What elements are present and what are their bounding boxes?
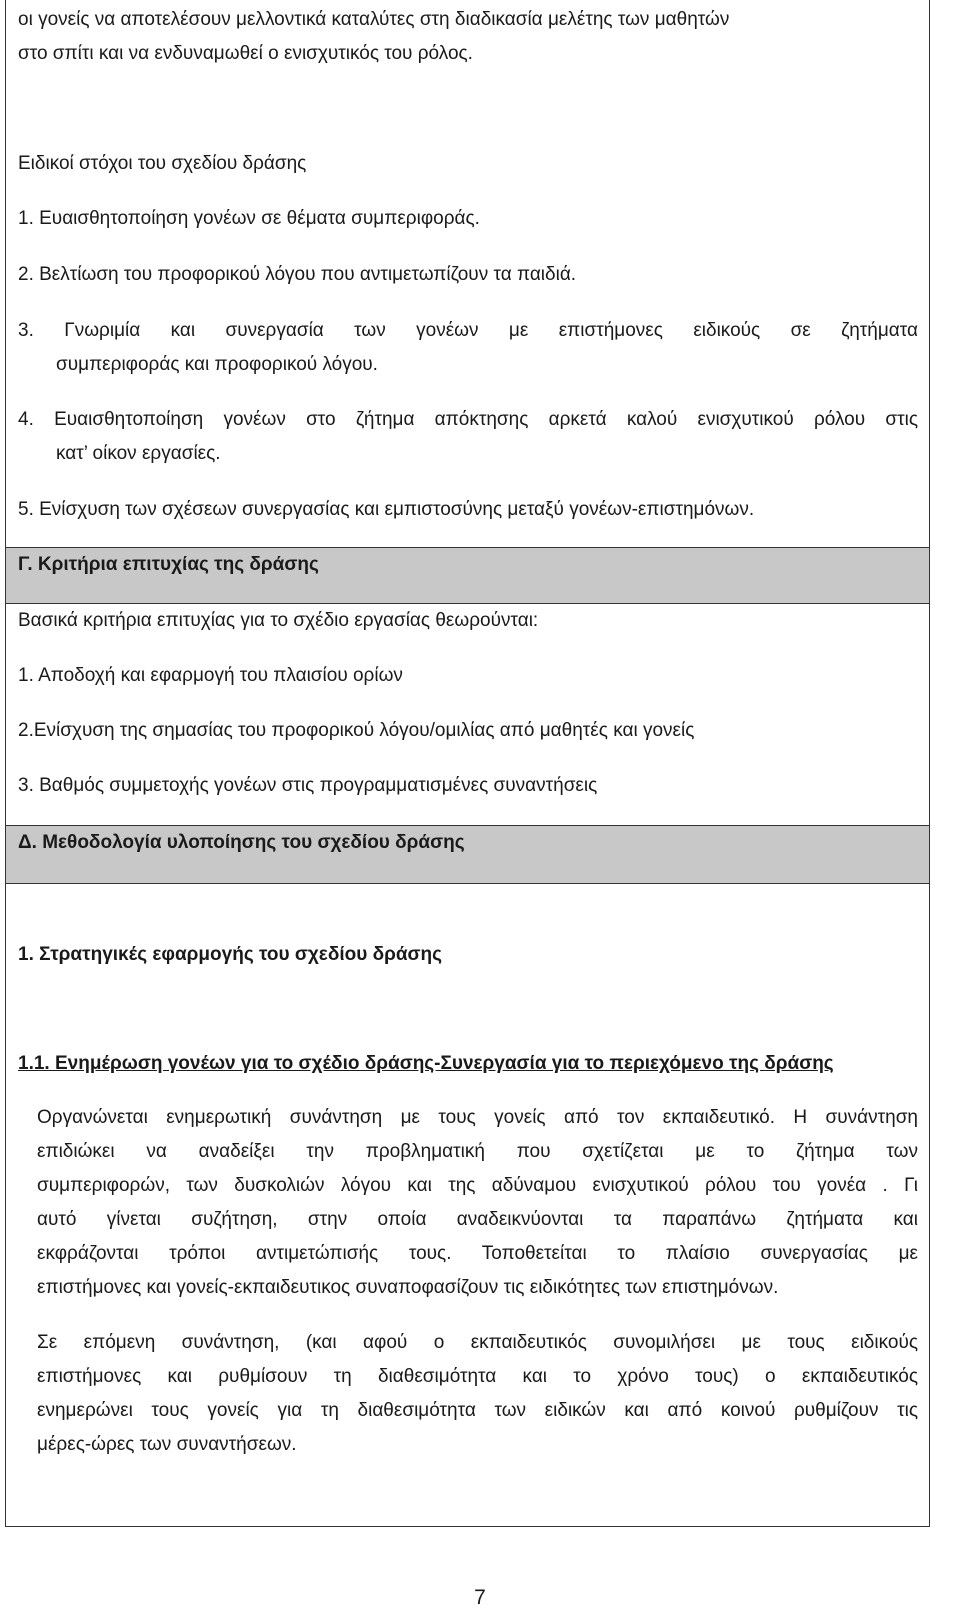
paragraph-line: μέρες-ώρες των συναντήσεων. xyxy=(37,1434,297,1455)
methodology-heading-cell xyxy=(6,826,929,884)
content-table xyxy=(5,0,930,1527)
strategies-heading: 1. Στρατηγικές εφαρμογής του σχεδίου δράσης xyxy=(18,944,443,965)
criteria-item: 1. Αποδοχή και εφαρμογή του πλαισίου ορίων xyxy=(18,665,403,686)
criteria-item: 3. Βαθμός συμμετοχής γονέων στις προγραμματισμένες συναντήσεις xyxy=(18,775,598,796)
paragraph-line: επιστήμονες και γονείς-εκπαιδευτικος συναποφασίζουν τις ειδικότητες των επιστημόνων. xyxy=(37,1277,779,1298)
objectives-cell xyxy=(6,0,929,548)
criteria-cell xyxy=(6,604,929,826)
objective-item-cont: κατ’ οίκον εργασίες. xyxy=(56,443,221,464)
objective-item: 4. Ευαισθητοποίηση γονέων στο ζήτημα απόκτησης αρκετά καλού ενισχυτικού ρόλου στις xyxy=(18,409,918,430)
criteria-intro: Βασικά κριτήρια επιτυχίας για το σχέδιο εργασίας θεωρούνται: xyxy=(18,610,539,631)
objectives-heading: Ειδικοί στόχοι του σχεδίου δράσης xyxy=(18,153,307,174)
sub-heading: 1.1. Ενημέρωση γονέων για το σχέδιο δράσης-Συνεργασία για το περιεχόμενο της δράσης xyxy=(18,1053,834,1074)
objective-item: 3. Γνωριμία και συνεργασία των γονέων με επιστήμονες ειδικούς σε ζητήματα xyxy=(18,320,918,341)
paragraph-line: επιστήμονες και ρυθμίσουν τη διαθεσιμότητα και το χρόνο τους) ο εκπαιδευτικός xyxy=(37,1366,918,1387)
paragraph-line: εκφράζονται τρόποι αντιμετώπισής τους. Τοποθετείται το πλαίσιο συνεργασίας με xyxy=(37,1243,918,1264)
criteria-heading-cell xyxy=(6,548,929,604)
paragraph-line: επιδιώκει να αναδείξει την προβληματική που σχετίζεται με το ζήτημα των xyxy=(37,1141,918,1162)
criteria-item: 2.Ενίσχυση της σημασίας του προφορικού λόγου/ομιλίας από μαθητές και γονείς xyxy=(18,720,695,741)
paragraph-line: ενημερώνει τους γονείς για τη διαθεσιμότητα των ειδικών και από κοινού ρυθμίζουν τις xyxy=(37,1400,918,1421)
intro-line: στο σπίτι και να ενδυναμωθεί ο ενισχυτικός του ρόλος. xyxy=(18,43,473,64)
paragraph-line: Σε επόμενη συνάντηση, (και αφού ο εκπαιδευτικός συνομιλήσει με τους ειδικούς xyxy=(37,1332,918,1353)
objective-item: 2. Βελτίωση του προφορικού λόγου που αντιμετωπίζουν τα παιδιά. xyxy=(18,264,577,285)
intro-line: οι γονείς να αποτελέσουν μελλοντικά καταλύτες στη διαδικασία μελέτης των μαθητών xyxy=(18,9,730,30)
objective-item: 5. Ενίσχυση των σχέσεων συνεργασίας και εμπιστοσύνης μεταξύ γονέων-επιστημόνων. xyxy=(18,499,755,520)
paragraph-line: αυτό γίνεται συζήτηση, στην οποία αναδεικνύονται τα παραπάνω ζητήματα και xyxy=(37,1209,918,1230)
paragraph-line: συμπεριφορών, των δυσκολιών λόγου και της αδύναμου ενισχυτικού ρόλου του γονέα . Γι xyxy=(37,1175,918,1196)
criteria-heading: Γ. Κριτήρια επιτυχίας της δράσης xyxy=(18,554,319,575)
methodology-heading: Δ. Μεθοδολογία υλοποίησης του σχεδίου δράσης xyxy=(18,832,465,853)
methodology-cell xyxy=(6,884,929,1527)
page-number: 7 xyxy=(474,1586,486,1609)
objective-item: 1. Ευαισθητοποίηση γονέων σε θέματα συμπεριφοράς. xyxy=(18,208,480,229)
objective-item-cont: συμπεριφοράς και προφορικού λόγου. xyxy=(56,354,378,375)
paragraph-line: Οργανώνεται ενημερωτική συνάντηση με τους γονείς από τον εκπαιδευτικό. Η συνάντηση xyxy=(37,1107,918,1128)
